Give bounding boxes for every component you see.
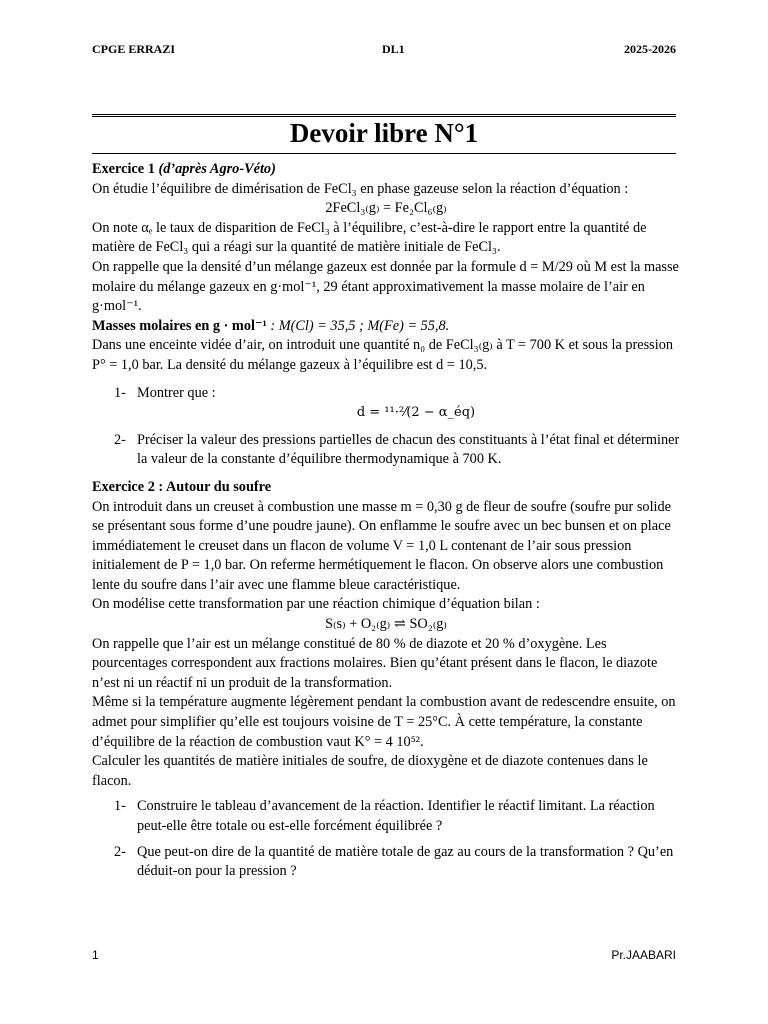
ex2-question-1 (92, 797, 680, 836)
header-school: CPGE ERRAZI (92, 42, 176, 56)
ex1-heading: Exercice 1 (92, 161, 155, 177)
document-body (92, 160, 680, 882)
ex2-q2-text: Que peut-on dire de la quantité de matière totale de gaz au cours de la transformation ? Qu’en déduit-on pour la pression ? (137, 843, 674, 880)
ex2-heading: Exercice 2 : Autour du soufre (92, 478, 272, 495)
ex1-equation: 2FeCl₃₍g₎ = Fe₂Cl₆₍g₎ (325, 200, 447, 217)
ex1-q1-formula: d = ¹¹·²⁄(2 − α_éq) (356, 405, 476, 421)
ex2-paragraph-4: Même si la température augmente légèrement pendant la combustion avant de redescendre ensuite, on admet pour simplifier qu’elle est toujours voisine de T = 25°C. À cette température, la constante d’équilibre de la réaction de combustion vaut K° = 4 10⁵². (92, 694, 676, 750)
ex2-paragraph-5: Calculer les quantités de matière initiales de soufre, de dioxygène et de diazote contenues dans le flacon. (92, 753, 648, 789)
ex1-q2-text: Préciser la valeur des pressions partielles de chacun des constituants à l’état final et déterminer la valeur de la constante d’équilibre thermodynamique à 700 K. (137, 431, 680, 468)
header-year: 2025-2026 (624, 42, 676, 56)
ex1-q2-number: 2- (114, 431, 126, 448)
ex1-paragraph-1: On étudie l’équilibre de dimérisation de FeCl₃ en phase gazeuse selon la réaction d’équation : (92, 180, 629, 197)
header-doc: DL1 (382, 42, 405, 56)
ex1-masses-label: Masses molaires en g · mol⁻¹ (92, 317, 267, 334)
ex2-q2-number: 2- (114, 843, 126, 860)
ex1-question-1 (92, 384, 680, 404)
ex1-paragraph-2: On note αₑ le taux de disparition de FeCl₃ à l’équilibre, c’est-à-dire le rapport entre la quantité de matière de FeCl₃ qui a réagi sur la quantité de matière initiale de FeCl₃. (92, 219, 647, 256)
ex1-q1-number: 1- (114, 384, 126, 401)
ex2-paragraph-1: On introduit dans un creuset à combustion une masse m = 0,30 g de fleur de soufre (soufre pur solide se présentant sous forme d’une poudre jaune). On enflamme le soufre avec un bec bunsen et on place immédiatement le creuset dans un flacon de volume V = 1,0 L contenant de l’air sous pression initialement de P = 1,0 bar. On referme hermétiquement le flacon. On observe alors une combustion lente du soufre dans l’air avec une flamme bleue caractéristique. (92, 498, 672, 593)
ex2-question-2 (92, 843, 680, 882)
ex1-paragraph-4: Dans une enceinte vidée d’air, on introduit une quantité n₀ de FeCl₃₍g₎ à T = 700 K et sous la pression P° = 1,0 bar. La densité du mélange gazeux à l’équilibre est d = 10,5. (92, 337, 674, 373)
ex1-masses-line (92, 317, 680, 337)
page-title: Devoir libre N°1 (289, 118, 479, 148)
ex1-source: (d’après Agro-Véto) (158, 161, 276, 177)
footer-page-number: 1 (92, 948, 99, 962)
ex1-masses-values: : M(Cl) = 35,5 ; M(Fe) = 55,8. (266, 317, 450, 334)
footer-author: Pr.JAABARI (611, 948, 676, 962)
ex1-q1-text: Montrer que : (137, 384, 216, 401)
title-rule-bottom (92, 153, 676, 154)
ex2-q1-text: Construire le tableau d’avancement de la réaction. Identifier le réactif limitant. La réaction peut-elle être totale ou est-elle forcément équilibrée ? (137, 798, 655, 834)
page-header (92, 42, 676, 60)
ex1-heading-line (92, 160, 680, 180)
ex1-paragraph-3: On rappelle que la densité d’un mélange gazeux est donnée par la formule d = M/29 où M est la masse molaire du mélange gazeux en g·mol⁻¹, 29 étant approximativement la masse molaire de l’air en g·mol⁻¹. (92, 258, 679, 315)
ex2-q1-number: 1- (114, 798, 126, 815)
ex2-paragraph-2: On modélise cette transformation par une réaction chimique d’équation bilan : (92, 596, 540, 613)
ex2-paragraph-3: On rappelle que l’air est un mélange constitué de 80 % de diazote et 20 % d’oxygène. Les pourcentages correspondent aux fractions molaires. Bien qu’étant présent dans le flacon, le diazote n’est ni un réactif ni un produit de la transformation. (92, 635, 658, 691)
ex2-equation: S₍s₎ + O₂₍g₎ ⇌ SO₂₍g₎ (325, 616, 447, 633)
ex1-question-2 (92, 431, 680, 470)
